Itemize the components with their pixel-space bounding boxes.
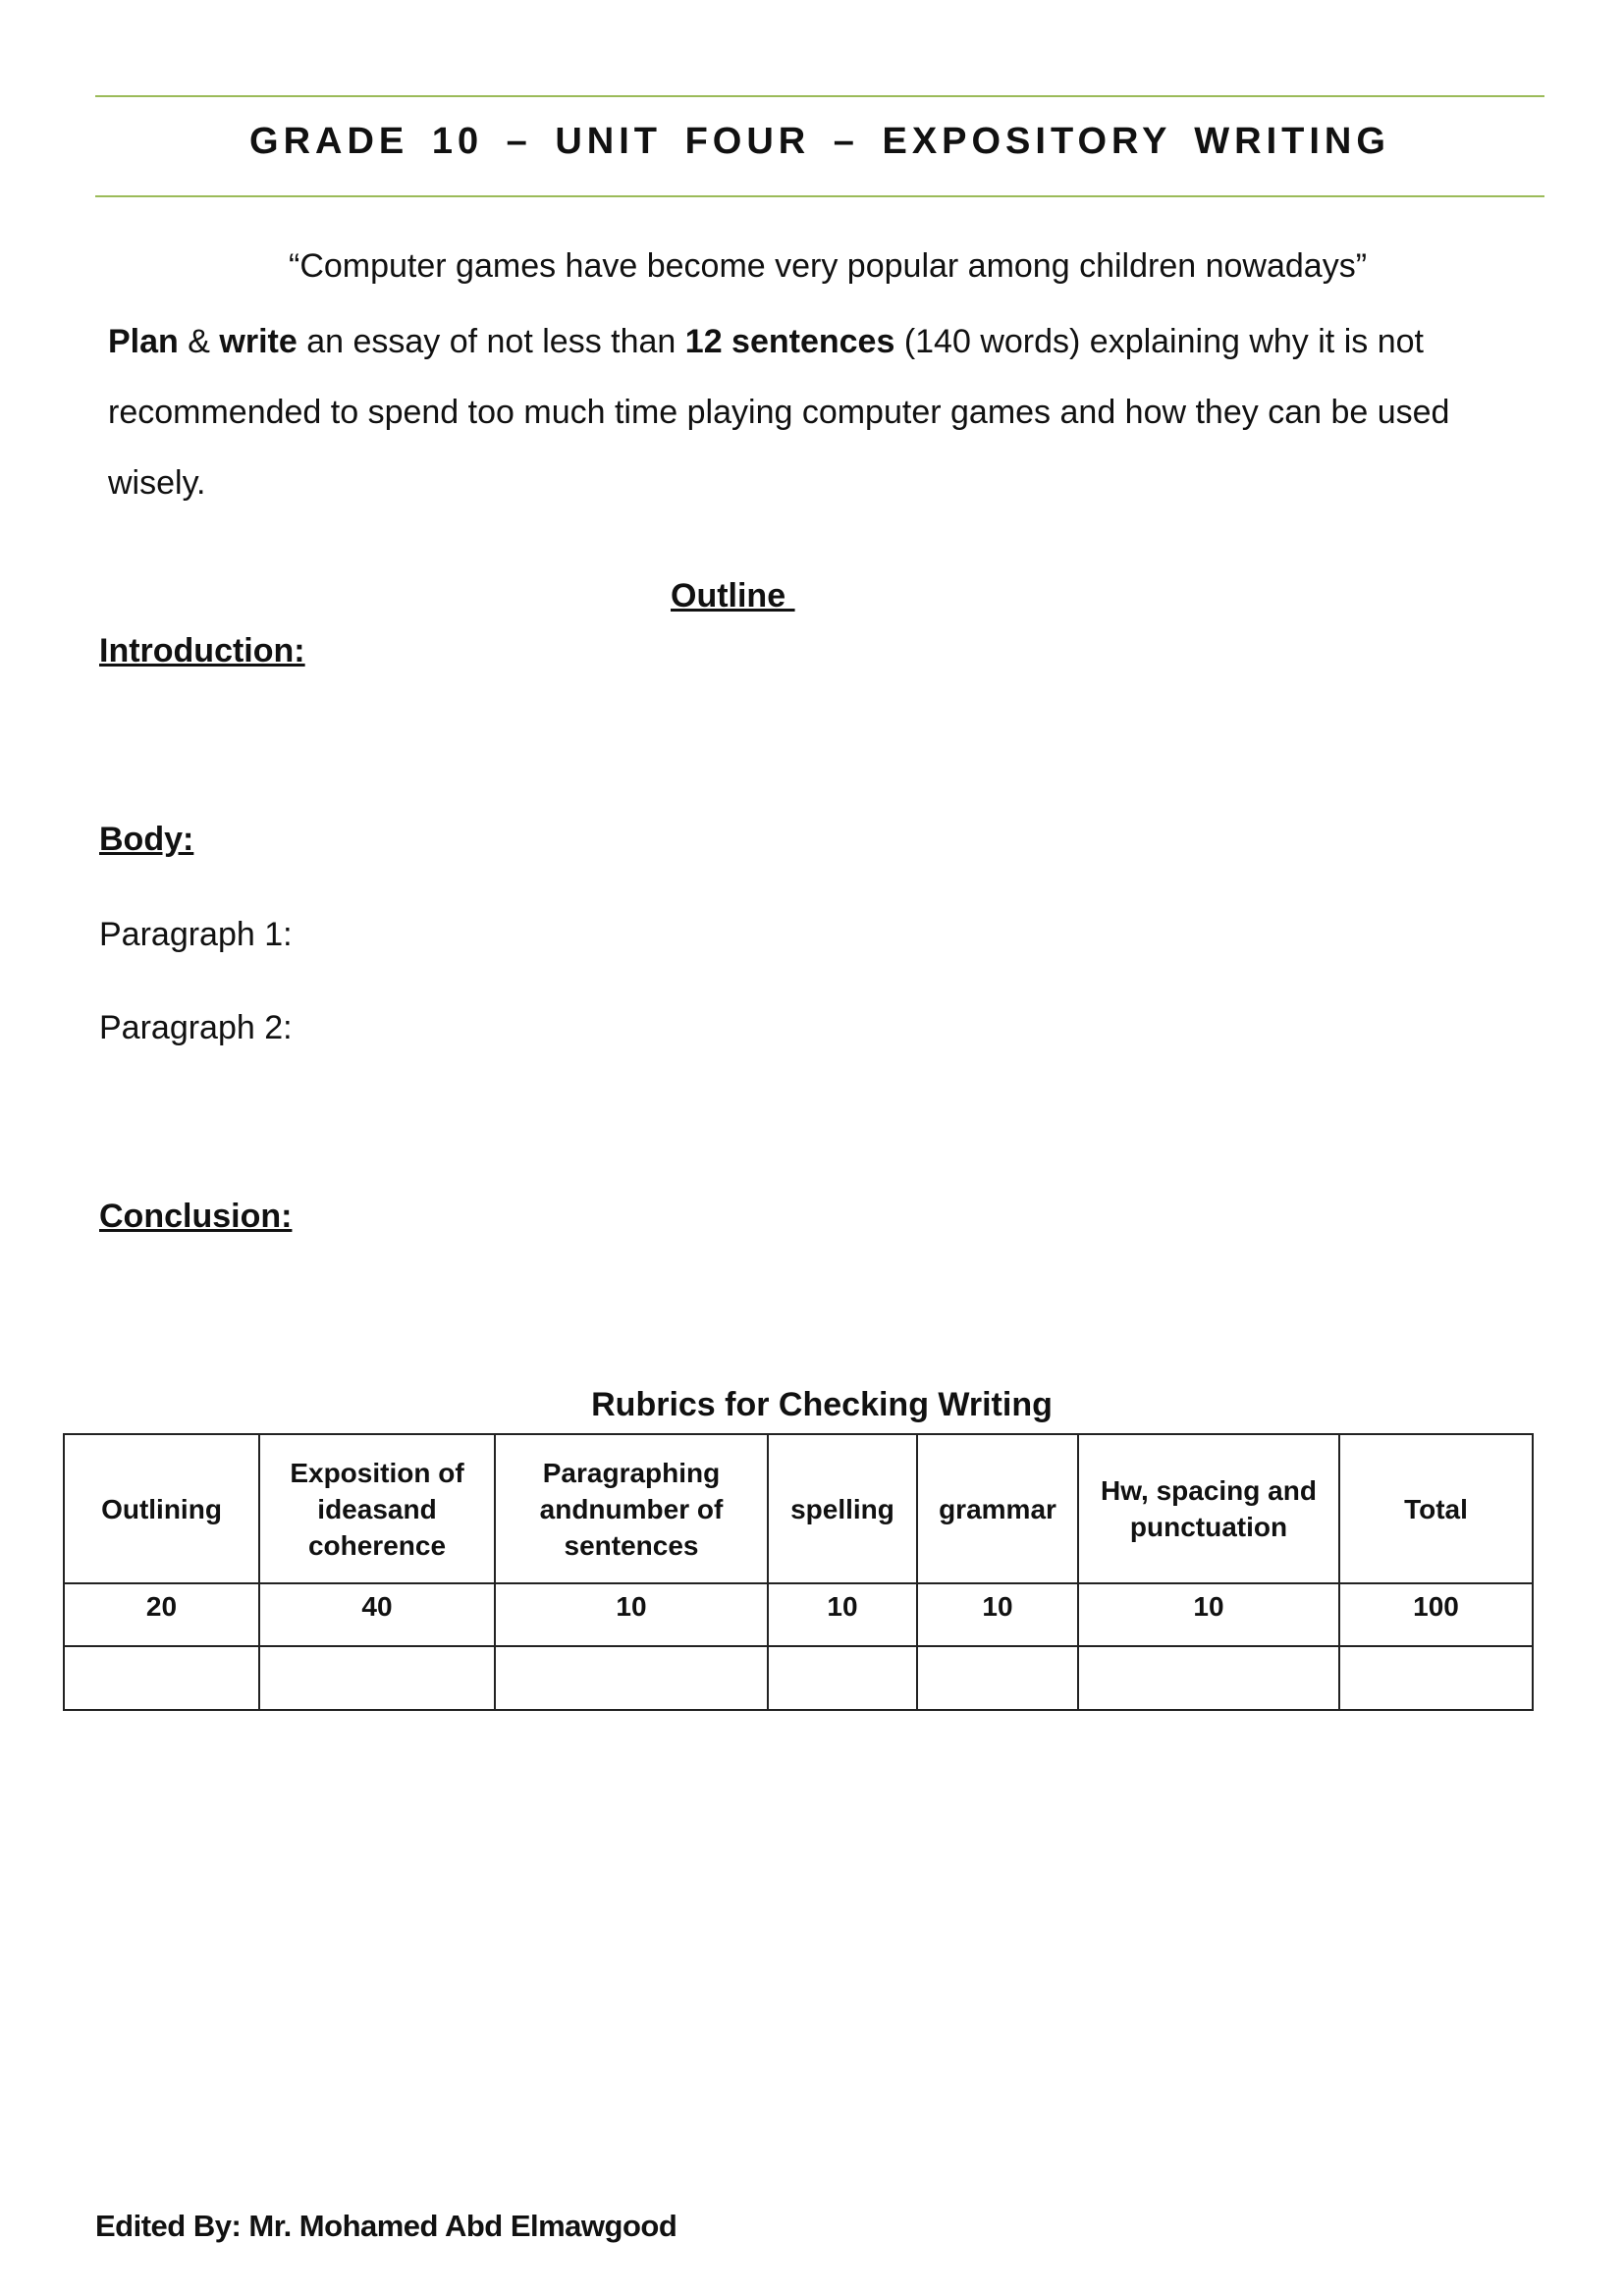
rubric-table [63, 1433, 1534, 1711]
page-title: GRADE 10 – UNIT FOUR – EXPOSITORY WRITING [249, 121, 1390, 162]
rubric-score-cell: 20 [64, 1583, 259, 1646]
instruction-plan: Plan [108, 323, 179, 360]
rubric-header-cell: grammar [917, 1434, 1078, 1583]
instruction-sentences: 12 sentences [684, 323, 895, 360]
paragraph-2-label: Paragraph 2: [99, 1009, 293, 1046]
rubric-blank-cell [768, 1646, 917, 1710]
instruction-text-1: an essay of not less than [297, 323, 685, 360]
paragraph-1-label: Paragraph 1: [99, 916, 293, 953]
essay-topic-quote: “Computer games have become very popular among children nowadays” [289, 247, 1368, 285]
rubric-blank-cell [917, 1646, 1078, 1710]
body-heading: Body: [99, 821, 194, 858]
rubric-blank-cell [64, 1646, 259, 1710]
outline-heading: Outline [671, 577, 795, 614]
header-top-rule [95, 95, 1544, 97]
rubric-header-cell: Total [1339, 1434, 1533, 1583]
rubric-score-cell: 10 [1078, 1583, 1339, 1646]
rubric-header-cell: Hw, spacing and punctuation [1078, 1434, 1339, 1583]
rubric-score-cell: 40 [259, 1583, 495, 1646]
rubric-score-cell: 10 [768, 1583, 917, 1646]
rubric-blank-cell [259, 1646, 495, 1710]
rubric-header-cell: Exposition of ideasand coherence [259, 1434, 495, 1583]
rubric-blank-cell [1339, 1646, 1533, 1710]
rubric-blank-row [64, 1646, 1533, 1710]
essay-instructions [108, 306, 1551, 518]
editor-credit: Edited By: Mr. Mohamed Abd Elmawgood [95, 2209, 677, 2243]
rubric-header-cell: spelling [768, 1434, 917, 1583]
rubric-blank-cell [1078, 1646, 1339, 1710]
rubric-score-cell: 10 [917, 1583, 1078, 1646]
rubric-header-cell: Paragraphing andnumber of sentences [495, 1434, 768, 1583]
rubric-score-cell: 10 [495, 1583, 768, 1646]
rubric-score-row [64, 1583, 1533, 1646]
rubric-header-cell: Outlining [64, 1434, 259, 1583]
instruction-text-2: (140 words) explaining why it is not recommended to spend too much time playing computer games and how they can be used wisely. [108, 323, 1450, 502]
rubric-score-cell: 100 [1339, 1583, 1533, 1646]
rubric-title: Rubrics for Checking Writing [591, 1386, 1053, 1423]
instruction-amp: & [178, 323, 220, 360]
introduction-heading: Introduction: [99, 632, 305, 669]
rubric-blank-cell [495, 1646, 768, 1710]
conclusion-heading: Conclusion: [99, 1198, 293, 1235]
header-bottom-rule [95, 195, 1544, 197]
rubric-header-row [64, 1434, 1533, 1583]
instruction-write: write [219, 323, 298, 360]
